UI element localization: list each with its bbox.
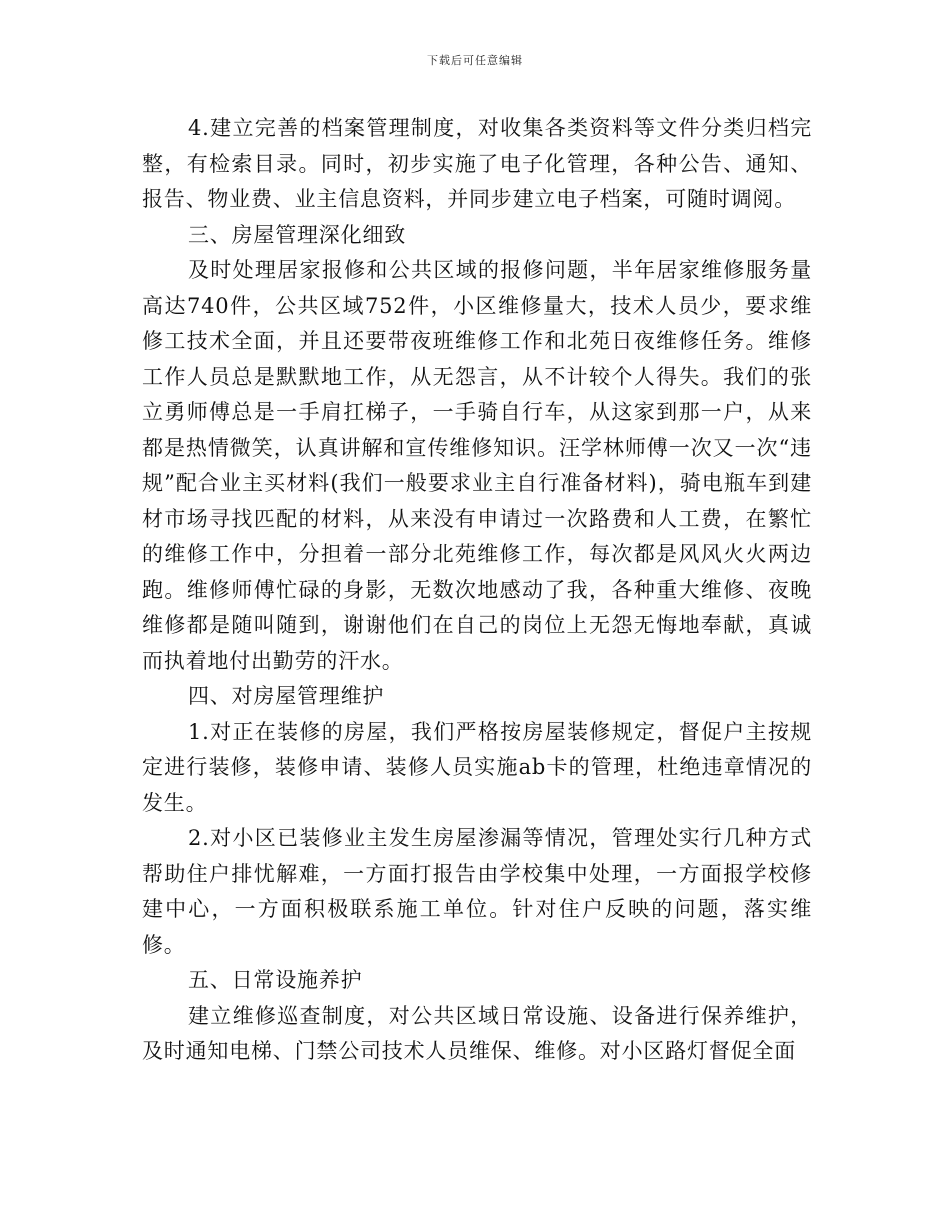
paragraph-leak-handling: 2.对小区已装修业主发生房屋渗漏等情况，管理处实行几种方式帮助住户排忧解难，一方面打报告由学校集中处理，一方面报学校修建中心，一方面积极联系施工单位。针对住户反映的问题，落实维修。 <box>142 826 812 957</box>
section-heading-housing-maintenance: 四、对房屋管理维护 <box>188 684 385 708</box>
section-heading-facility-maintenance: 五、日常设施养护 <box>188 968 363 992</box>
document-body <box>142 111 812 1070</box>
section-heading-housing-management: 三、房屋管理深化细致 <box>188 222 406 247</box>
page-header: 下载后可任意编辑 <box>427 54 523 67</box>
paragraph-renovation-rules: 1.对正在装修的房屋，我们严格按房屋装修规定，督促户主按规定进行装修，装修申请、装修人员实施ab卡的管理，杜绝违章情况的发生。 <box>142 719 812 815</box>
paragraph-archive-management: 4.建立完善的档案管理制度，对收集各类资料等文件分类归档完整，有检索目录。同时，初步实施了电子化管理，各种公告、通知、报告、物业费、业主信息资料，并同步建立电子档案，可随时调阅。 <box>142 116 812 211</box>
paragraph-repair-work: 及时处理居家报修和公共区域的报修问题，半年居家维修服务量高达740件，公共区域752件，小区维修量大，技术人员少，要求维修工技术全面，并且还要带夜班维修工作和北苑日夜维修任务。维修工作人员总是默默地工作，从无怨言，从不计较个人得失。我们的张立勇师傅总是一手肩扛梯子，一手骑自行车，从这家到那一户，从来都是热情微笑，认真讲解和宣传维修知识。汪学林师傅一次又一次“违规”配合业主买材料(我们一般要求业主自行准备材料)，骑电瓶车到建材市场寻找匹配的材料，从来没有申请过一次路费和人工费，在繁忙的维修工作中，分担着一部分北苑维修工作，每次都是风风火火两边跑。维修师傅忙碌的身影，无数次地感动了我，各种重大维修、夜晚维修都是随叫随到，谢谢他们在自己的岗位上无怨无悔地奉献，真诚而执着地付出勤劳的汗水。 <box>142 258 812 673</box>
paragraph-inspection-system: 建立维修巡查制度，对公共区域日常设施、设备进行保养维护，及时通知电梯、门禁公司技术人员维保、维修。对小区路灯督促全面 <box>142 1003 812 1063</box>
